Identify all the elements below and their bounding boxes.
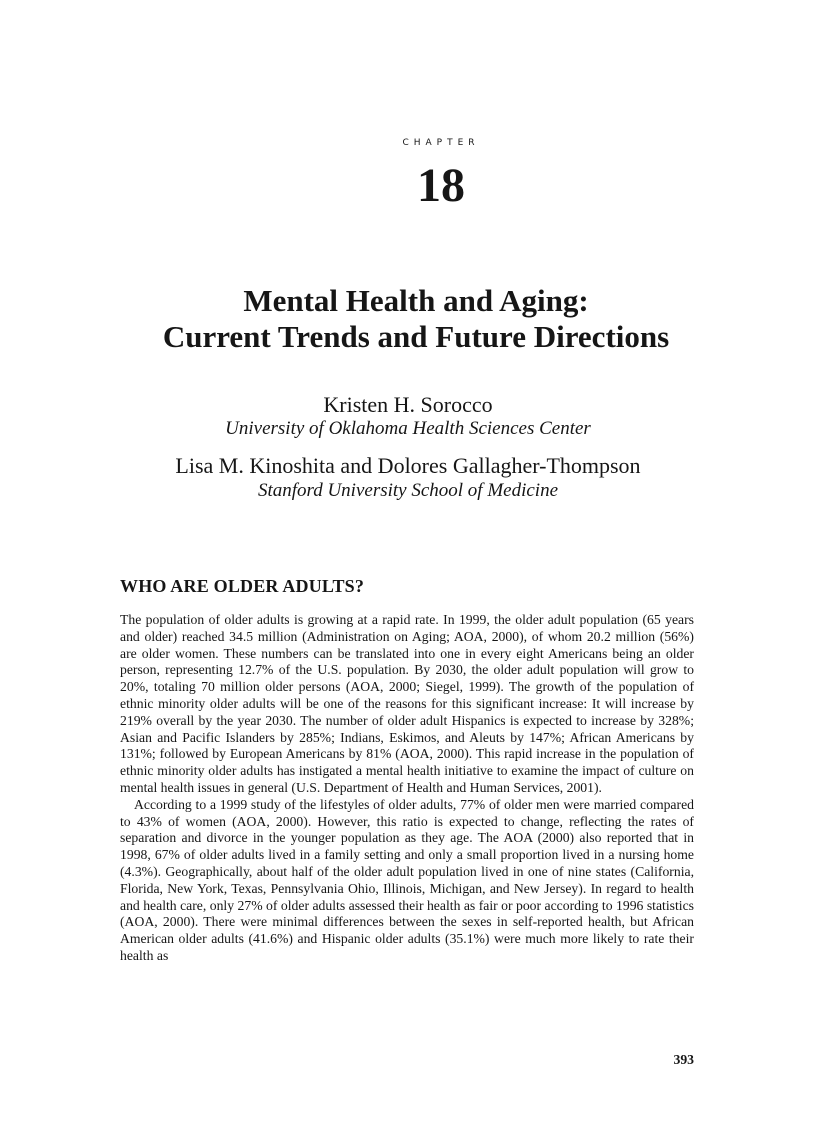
body-text [120,612,694,965]
author-2-names: Lisa M. Kinoshita and Dolores Gallagher-Thompson [175,453,641,478]
author-1-name: Kristen H. Sorocco [323,392,493,417]
author-2-affiliation: Stanford University School of Medicine [257,480,559,501]
title-line-2: Current Trends and Future Directions [162,319,670,354]
page-number: 393 [673,1052,694,1067]
paragraph-2: According to a 1999 study of the lifestyles of older adults, 77% of older men were married compared to 43% of women (AOA, 2000). However, this ratio is expected to change, reflecting the rates of separation and divorce in the younger population as they age. The AOA (2000) also reported that in 1998, 67% of older adults lived in a family setting and only a small proportion lived in a nursing home (4.3%). Geographically, about half of the older adult population lived in one of nine states (California, Florida, New York, Texas, Pennsylvania Ohio, Illinois, Michigan, and New Jersey). In regard to health and health care, only 27% of older adults assessed their health as fair or poor according to 1996 statistics (AOA, 2000). There were minimal differences between the sexes in self-reported health, but African American older adults (41.6%) and Hispanic older adults (35.1%) were much more likely to rate their health as [120,796,694,963]
paragraph-1: The population of older adults is growing at a rapid rate. In 1999, the older adult population (65 years and older) reached 34.5 million (Administration on Aging; AOA, 2000), of whom 20.2 million (56%) are older women. These numbers can be translated into one in every eight Americans being an older person, representing 12.7% of the U.S. population. By 2030, the older adult population will grow to 20%, totaling 70 million older persons (AOA, 2000; Siegel, 1999). The growth of the population of ethnic minority older adults will be one of the reasons for this significant increase: It will increase by 219% overall by the year 2030. The number of older adult Hispanics is expected to increase by 328%; Asian and Pacific Islanders by 285%; Indians, Eskimos, and Aleuts by 147%; African Americans by 131%; followed by European Americans by 81% (AOA, 2000). This rapid increase in the population of ethnic minority older adults has instigated a mental health initiative to examine the impact of culture on mental health issues in general (U.S. Department of Health and Human Services, 2001). [120,612,694,795]
author-1-affiliation: University of Oklahoma Health Sciences Center [225,418,591,439]
chapter-label: CHAPTER [402,138,480,148]
chapter-number: 18 [417,159,465,212]
title-line-1: Mental Health and Aging: [243,283,589,318]
section-heading: WHO ARE OLDER ADULTS? [120,576,365,596]
chapter-title [8,283,816,355]
